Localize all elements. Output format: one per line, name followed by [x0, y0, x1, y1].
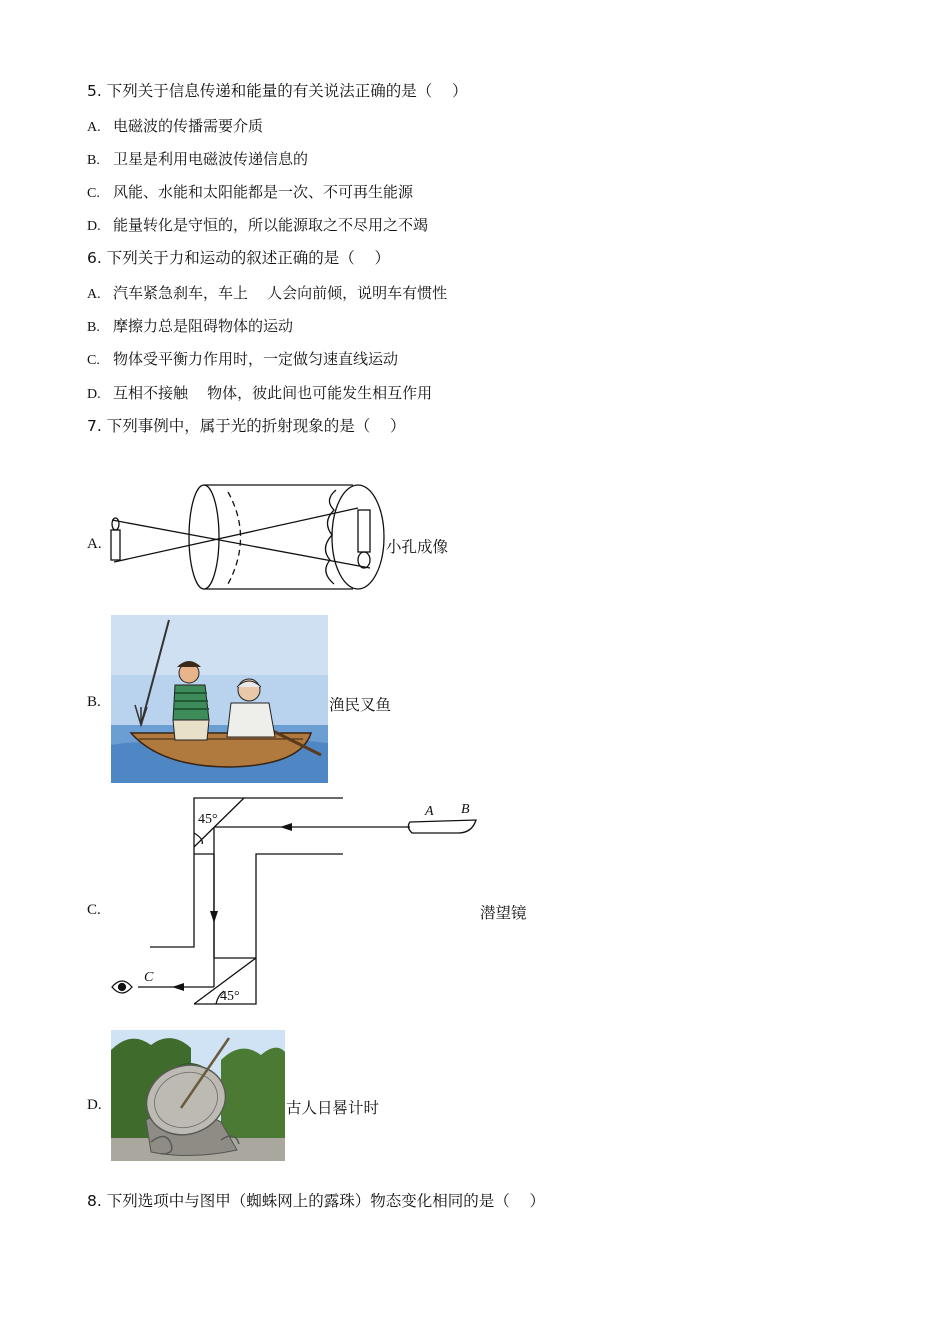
- q5-option-a[interactable]: A. 电磁波的传播需要介质: [87, 117, 264, 135]
- q7-option-a-label[interactable]: A.: [87, 536, 102, 552]
- q5-option-b[interactable]: B. 卫星是利用电磁波传递信息的: [87, 150, 309, 168]
- question-8-stem: 8. 下列选项中与图甲（蜘蛛网上的露珠）物态变化相同的是（ ）: [87, 1192, 545, 1210]
- q5-option-d[interactable]: D. 能量转化是守恒的，所以能源取之不尽用之不竭: [87, 216, 429, 234]
- q7-option-c-label[interactable]: C.: [87, 902, 101, 918]
- q7-option-b-caption: 渔民叉鱼: [329, 696, 392, 714]
- sundial-image: [111, 1030, 285, 1161]
- q7-option-c-caption: 潜望镜: [480, 904, 527, 922]
- q7-option-b-label[interactable]: B.: [87, 694, 101, 710]
- q6-option-d[interactable]: D. 互相不接触 物体，彼此间也可能发生相互作用: [87, 384, 433, 402]
- q6-option-a[interactable]: A. 汽车紧急刹车，车上 人会向前倾，说明车有惯性: [87, 284, 448, 302]
- q7-option-d-caption: 古人日晷计时: [286, 1099, 380, 1117]
- periscope-figure: [108, 795, 488, 1010]
- q6-option-c[interactable]: C. 物体受平衡力作用时，一定做匀速直线运动: [87, 350, 399, 368]
- q6-option-b[interactable]: B. 摩擦力总是阻碍物体的运动: [87, 317, 294, 335]
- periscope-angle-bottom: 45°: [220, 989, 240, 1004]
- periscope-label-c: C: [144, 970, 154, 985]
- q7-option-a-caption: 小孔成像: [386, 538, 449, 556]
- periscope-angle-top: 45°: [198, 812, 218, 827]
- pinhole-camera-figure: [108, 480, 388, 595]
- fisherman-spearing-image: [111, 615, 328, 783]
- question-5-stem: 5. 下列关于信息传递和能量的有关说法正确的是（ ）: [87, 82, 468, 100]
- periscope-label-b: B: [461, 802, 470, 817]
- q7-option-d-label[interactable]: D.: [87, 1097, 102, 1113]
- question-6-stem: 6. 下列关于力和运动的叙述正确的是（ ）: [87, 249, 390, 267]
- periscope-label-a: A: [425, 804, 434, 819]
- question-7-stem: 7. 下列事例中，属于光的折射现象的是（ ）: [87, 417, 406, 435]
- q5-option-c[interactable]: C. 风能、水能和太阳能都是一次、不可再生能源: [87, 183, 414, 201]
